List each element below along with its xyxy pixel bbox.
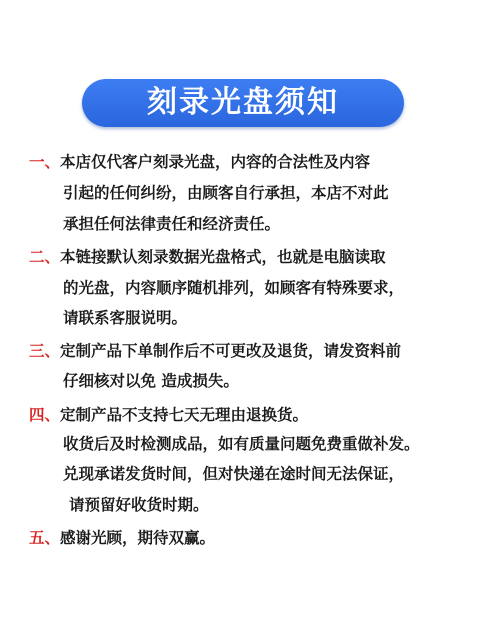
page-title: 刻录光盘须知 bbox=[147, 85, 339, 120]
list-item bbox=[29, 152, 370, 172]
list-item bbox=[29, 341, 401, 361]
list-item bbox=[29, 405, 308, 425]
item-text: 定制产品下单制作后不可更改及退货，请发资料前 bbox=[60, 342, 402, 360]
item-text: 定制产品不支持七天无理由退换货。 bbox=[60, 406, 309, 424]
item-text: 本链接默认刻录数据光盘格式，也就是电脑读取 bbox=[60, 248, 386, 266]
item-text: 引起的任何纠纷，由顾客自行承担，本店不对此 bbox=[63, 184, 389, 202]
item-number: 三、 bbox=[29, 342, 61, 360]
item-text: 感谢光顾，期待双赢。 bbox=[60, 529, 216, 547]
item-text: 请联系客服说明。 bbox=[63, 309, 188, 327]
list-item bbox=[29, 247, 386, 267]
item-text: 承担任何法律责任和经济责任。 bbox=[63, 215, 281, 233]
list-item bbox=[29, 528, 215, 548]
item-number: 五、 bbox=[29, 529, 61, 547]
item-text: 兑现承诺发货时间，但对快递在途时间无法保证， bbox=[63, 465, 405, 483]
item-text: 的光盘，内容顺序随机排列，如顾客有特殊要求， bbox=[63, 279, 405, 297]
item-text: 仔细核对以免 造成损失。 bbox=[63, 372, 239, 390]
item-number: 一、 bbox=[29, 153, 61, 171]
item-text: 本店仅代客户刻录光盘，内容的合法性及内容 bbox=[60, 153, 371, 171]
item-number: 二、 bbox=[29, 248, 61, 266]
item-text: 请预留好收货时期。 bbox=[69, 496, 209, 514]
item-number: 四、 bbox=[29, 406, 61, 424]
item-text: 收货后及时检测成品，如有质量问题免费重做补发。 bbox=[63, 435, 420, 453]
